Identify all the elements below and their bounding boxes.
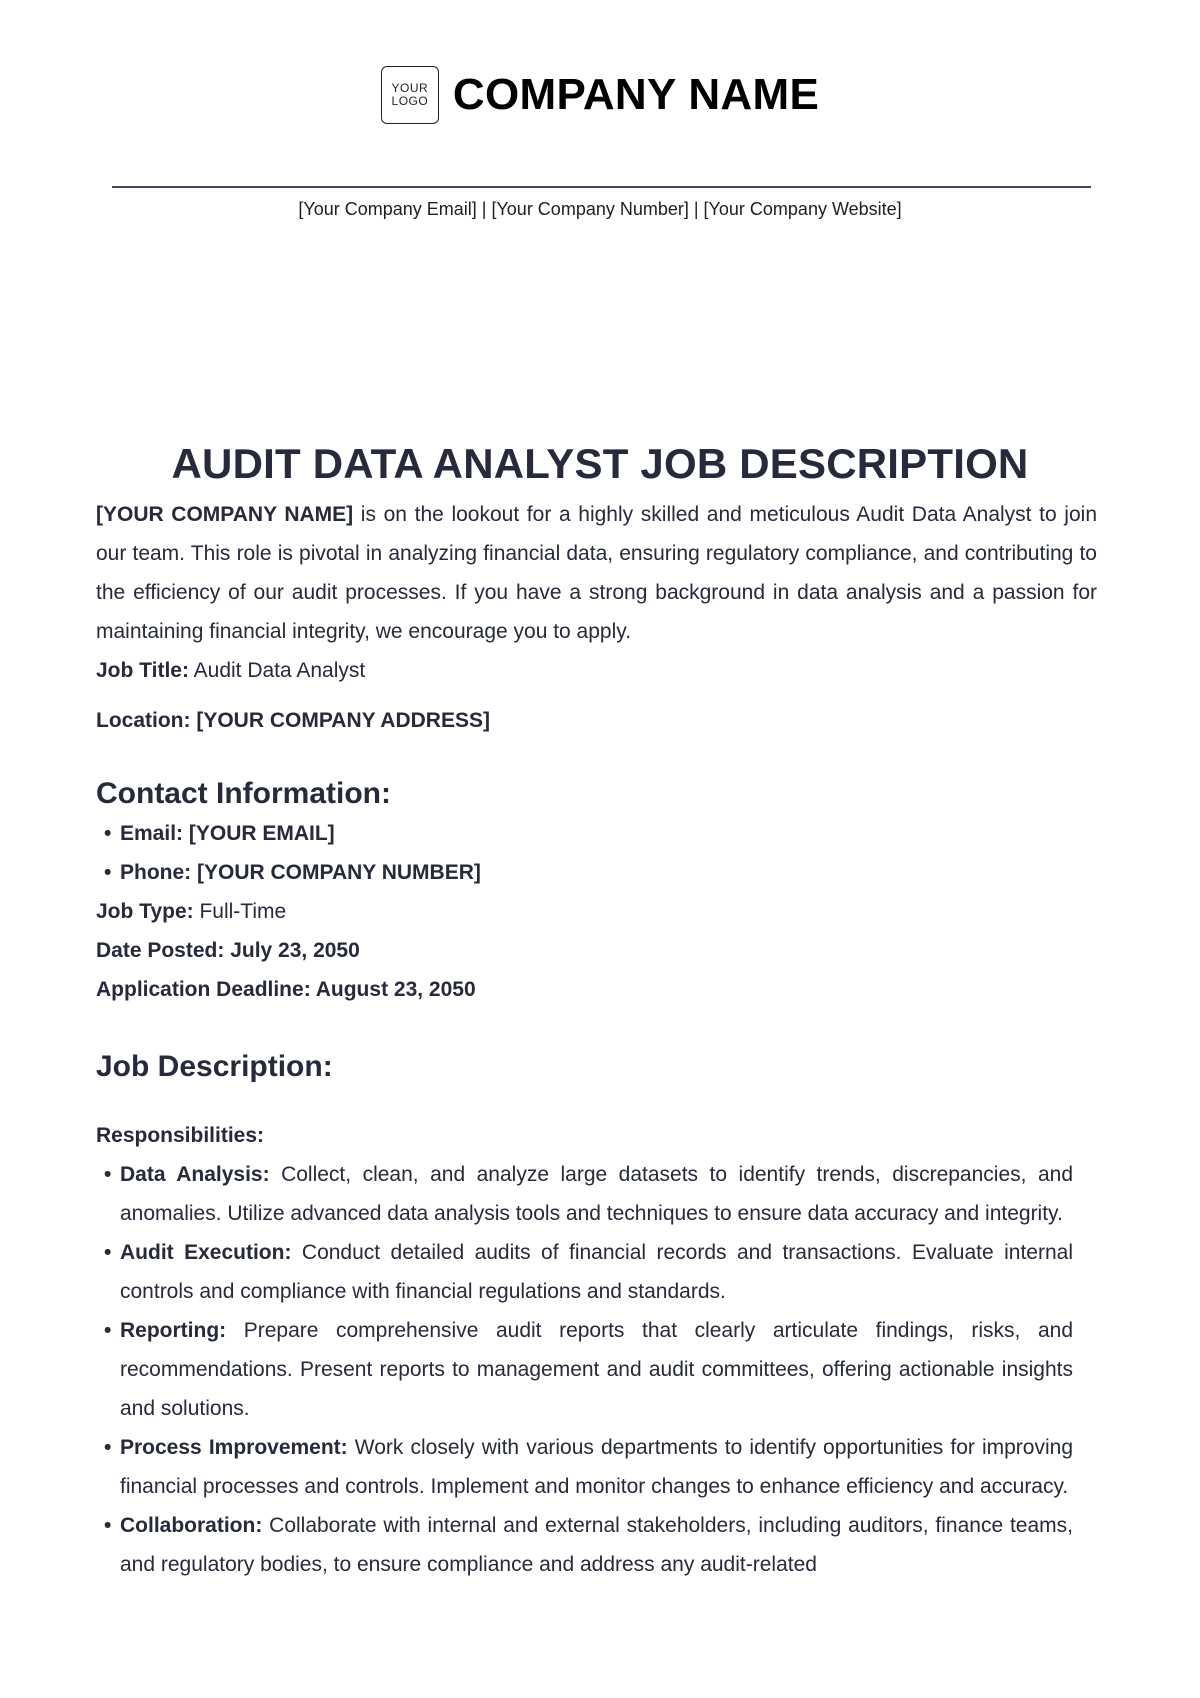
list-item — [96, 1506, 1097, 1584]
application-deadline-line: Application Deadline: August 23, 2050 — [96, 978, 476, 1001]
job-type-value: Full-Time — [193, 900, 287, 923]
responsibility-label: Process Improvement: — [120, 1436, 348, 1459]
location-value: [YOUR COMPANY ADDRESS] — [190, 709, 490, 732]
intro-text: is on the lookout for a highly skilled and meticulous Audit Data Analyst to join our team. This role is pivotal in analyzing financial data, ensuring regulatory compliance, and contributing to the efficiency of our audit processes. If you have a strong background in data analysis and a passion for maintaining financial integrity, we encourage you to apply. — [96, 503, 1097, 643]
job-title-label: Job Title: — [96, 659, 189, 682]
location-line — [96, 701, 1097, 740]
responsibilities-heading: Responsibilities: — [96, 1124, 265, 1147]
contact-email-item: • Email: [YOUR EMAIL] — [96, 814, 1097, 853]
contact-phone-item: • Phone: [YOUR COMPANY NUMBER] — [96, 853, 1097, 892]
responsibility-label: Data Analysis: — [120, 1163, 270, 1186]
document-header — [0, 66, 1200, 124]
responsibility-text: Collect, clean, and analyze large datasets to identify trends, discrepancies, and anomalies. Utilize advanced data analysis tools and techniques to ensure data accuracy and integrity. — [120, 1163, 1073, 1225]
logo-text-line1: YOUR — [391, 81, 429, 95]
responsibility-text: Work closely with various departments to identify opportunities for improving financial processes and controls. Implement and monitor changes to enhance efficiency and accuracy. — [120, 1436, 1074, 1498]
responsibility-label: Collaboration: — [120, 1514, 263, 1537]
list-item — [96, 1428, 1097, 1506]
contact-information-heading: Contact Information: — [96, 777, 391, 810]
logo-text-line2: LOGO — [391, 94, 429, 108]
responsibilities-list — [96, 1155, 1097, 1584]
responsibility-text: Collaborate with internal and external stakeholders, including auditors, finance teams, and regulatory bodies, to ensure compliance and address any audit-related — [120, 1514, 1073, 1576]
date-posted-line: Date Posted: July 23, 2050 — [96, 939, 360, 962]
list-item — [96, 1155, 1097, 1233]
header-divider — [112, 186, 1091, 188]
responsibility-text: Prepare comprehensive audit reports that clearly articulate findings, risks, and recommendations. Present reports to management and audit committees, offering actionable insights and solutions. — [120, 1319, 1073, 1420]
job-title-value: Audit Data Analyst — [188, 659, 366, 682]
document-body — [96, 495, 1097, 1584]
responsibility-label: Audit Execution: — [120, 1241, 292, 1264]
logo — [381, 66, 439, 124]
responsibility-text: Conduct detailed audits of financial records and transactions. Evaluate internal controls and compliance with financial regulations and standards. — [120, 1241, 1073, 1303]
job-type-line — [96, 892, 1097, 931]
contact-list — [96, 814, 1097, 892]
job-title-line — [96, 651, 1097, 690]
job-description-heading: Job Description: — [96, 1050, 333, 1083]
list-item — [96, 1311, 1097, 1428]
responsibility-label: Reporting: — [120, 1319, 227, 1342]
list-item — [96, 1233, 1097, 1311]
intro-paragraph — [96, 495, 1097, 651]
company-contact-line: [Your Company Email] | [Your Company Number] | [Your Company Website] — [298, 199, 902, 219]
location-label: Location: — [96, 709, 191, 732]
job-type-label: Job Type: — [96, 900, 194, 923]
intro-company-name: [YOUR COMPANY NAME] — [96, 503, 354, 526]
document-title: AUDIT DATA ANALYST JOB DESCRIPTION — [171, 440, 1029, 487]
company-name: COMPANY NAME — [452, 70, 820, 119]
